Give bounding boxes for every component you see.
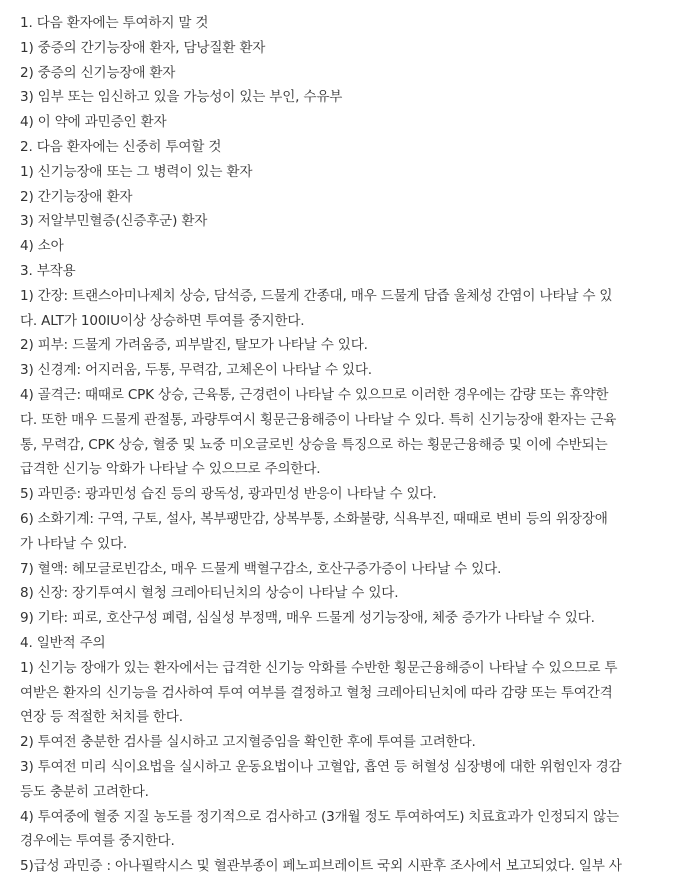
text-line: 2) 중증의 신기능장애 환자 [20,64,176,81]
section-heading: 2. 다음 환자에는 신중히 투여할 것 [20,138,222,155]
text-line: 2) 피부: 드물게 가려움증, 피부발진, 탈모가 나타날 수 있다. [20,337,368,354]
text-line: 2) 간기능장애 환자 [20,188,133,205]
text-line: 2) 투여전 충분한 검사를 실시하고 고지혈증임을 확인한 후에 투여를 고려한다. [20,734,476,751]
text-line: 가 나타날 수 있다. [20,535,128,552]
text-line: 다. 또한 매우 드물게 관절통, 과량투여시 횡문근융해증이 나타날 수 있다. 특히 신기능장애 환자는 근육 [20,411,617,428]
section-heading: 3. 부작용 [20,262,76,279]
document-body [20,11,680,879]
text-line: 여받은 환자의 신기능을 검사하여 투여 여부를 결정하고 혈청 크레아티닌치에 따라 감량 또는 투여간격 [20,684,613,701]
section-heading: 1. 다음 환자에는 투여하지 말 것 [20,15,209,31]
text-line: 5)급성 과민증 : 아나필락시스 및 혈관부종이 페노피브레이트 국외 시판후 조사에서 보고되었다. 일부 사 [20,858,622,875]
text-line: 4) 골격근: 때때로 CPK 상승, 근육통, 근경련이 나타날 수 있으므로 이러한 경우에는 감량 또는 휴약한 [20,386,609,403]
text-line: 연장 등 적절한 처치를 한다. [20,709,183,726]
text-line: 1) 간장: 트랜스아미나제치 상승, 담석증, 드물게 간종대, 매우 드물게 담즙 울체성 간염이 나타날 수 있 [20,287,613,304]
text-line: 1) 신기능 장애가 있는 환자에서는 급격한 신기능 악화를 수반한 횡문근융해증이 나타날 수 있으므로 투 [20,659,618,676]
text-line: 4) 이 약에 과민증인 환자 [20,114,167,131]
text-line: 8) 신장: 장기투여시 혈청 크레아티닌치의 상승이 나타날 수 있다. [20,585,399,602]
text-line: 4) 투여중에 혈중 지질 농도를 정기적으로 검사하고 (3개월 정도 투여하여도) 치료효과가 인정되지 않는 [20,808,619,825]
text-line: 3) 저알부민혈증(신증후군) 환자 [20,213,208,230]
text-line: 7) 혈액: 헤모글로빈감소, 매우 드물게 백혈구감소, 호산구증가증이 나타날 수 있다. [20,560,502,577]
text-line: 3) 신경계: 어지러움, 두통, 무력감, 고체온이 나타날 수 있다. [20,362,372,379]
text-line: 5) 과민증: 광과민성 습진 등의 광독성, 광과민성 반응이 나타날 수 있다. [20,486,437,503]
text-line: 경우에는 투여를 중지한다. [20,833,175,850]
text-line: 4) 소아 [20,238,64,255]
text-line: 등도 충분히 고려한다. [20,783,149,800]
text-line: 9) 기타: 피로, 호산구성 폐렴, 심실성 부정맥, 매우 드물게 성기능장애, 체중 증가가 나타날 수 있다. [20,610,595,627]
text-line: 급격한 신기능 악화가 나타날 수 있으므로 주의한다. [20,461,321,478]
text-line: 6) 소화기계: 구역, 구토, 설사, 복부팽만감, 상복부통, 소화불량, 식욕부진, 때때로 변비 등의 위장장애 [20,510,608,527]
text-line: 1) 중증의 간기능장애 환자, 담낭질환 환자 [20,39,266,56]
text-line: 통, 무력감, CPK 상승, 혈중 및 뇨중 미오글로빈 상승을 특징으로 하는 횡문근융해증 및 이에 수반되는 [20,436,608,453]
text-line: 1) 신기능장애 또는 그 병력이 있는 환자 [20,163,253,180]
text-line: 3) 임부 또는 임신하고 있을 가능성이 있는 부인, 수유부 [20,89,343,106]
section-heading: 4. 일반적 주의 [20,634,106,651]
text-line: 다. ALT가 100IU이상 상승하면 투여를 중지한다. [20,312,305,329]
text-line: 3) 투여전 미리 식이요법을 실시하고 운동요법이나 고혈압, 흡연 등 허혈성 심장병에 대한 위험인자 경감 [20,758,622,775]
